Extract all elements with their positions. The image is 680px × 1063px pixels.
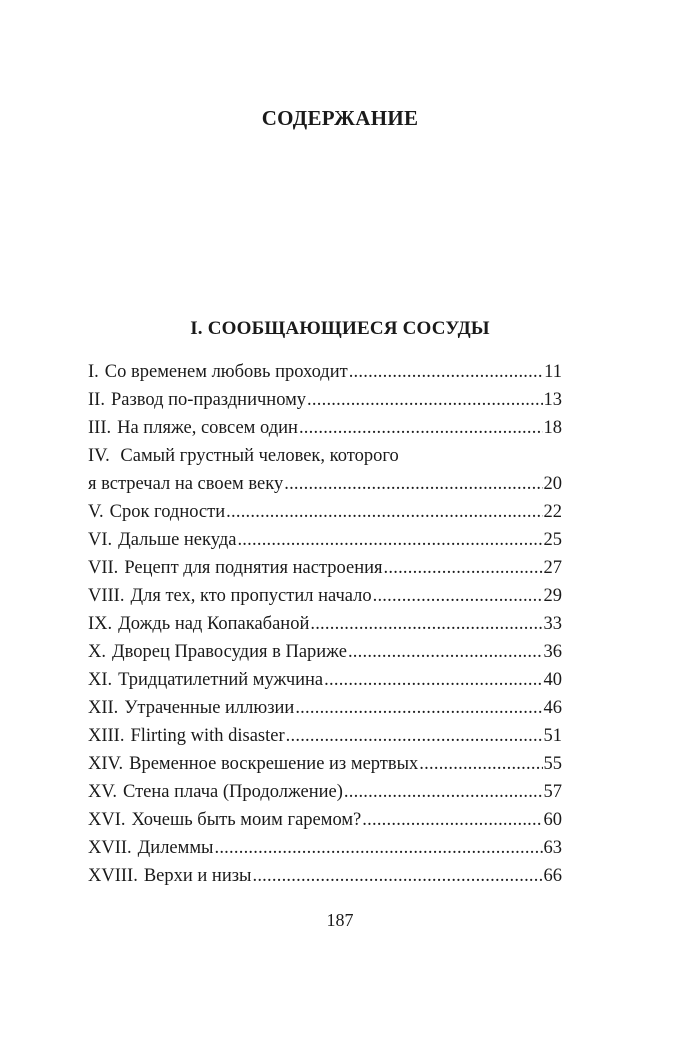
toc-leader-dots (252, 862, 542, 890)
toc-entry[interactable] (88, 694, 562, 722)
toc-chapter-number: XV. (88, 782, 117, 802)
toc-chapter-title: Дворец Правосудия в Париже (112, 642, 347, 662)
toc-chapter-number: XI. (88, 670, 113, 690)
toc-page-number: 36 (543, 642, 562, 662)
toc-leader-dots (344, 778, 543, 806)
toc-chapter-number: XIV. (88, 754, 124, 774)
section-name: СООБЩАЮЩИЕСЯ СОСУДЫ (207, 318, 490, 339)
toc-chapter-title: Стена плача (Продолжение) (122, 782, 343, 802)
toc-entry[interactable] (88, 414, 562, 442)
toc-entry[interactable] (88, 750, 562, 778)
toc-entry[interactable] (88, 862, 562, 890)
toc-chapter-title-line-2: я встречал на своем веку (88, 474, 284, 494)
section-title (0, 318, 680, 340)
toc-entry[interactable] (88, 834, 562, 862)
toc-page-number: 25 (543, 530, 562, 550)
toc-entry[interactable] (88, 806, 562, 834)
toc-leader-dots (324, 666, 542, 694)
toc-chapter-number: III. (88, 418, 112, 438)
toc-page-number: 29 (543, 586, 562, 606)
toc-page-number: 57 (543, 782, 562, 802)
toc-entry[interactable] (88, 526, 562, 554)
toc-leader-dots (284, 470, 542, 498)
toc-chapter-number: XII. (88, 698, 119, 718)
toc-chapter-number: II. (88, 390, 105, 410)
toc-chapter-number: V. (88, 502, 104, 522)
toc-chapter-number: IV. (88, 446, 110, 466)
toc-chapter-title-line-1: Самый грустный человек, которого (120, 446, 399, 466)
toc-page-number: 40 (543, 670, 562, 690)
toc-chapter-number: I. (88, 362, 99, 382)
toc-page-number: 27 (543, 558, 562, 578)
toc-page-number: 55 (543, 754, 562, 774)
toc-leader-dots (299, 414, 543, 442)
toc-page-number: 63 (543, 838, 562, 858)
toc-chapter-title: Рецепт для поднятия настроения (124, 558, 383, 578)
toc-entry[interactable] (88, 778, 562, 806)
toc-page-number: 20 (543, 474, 562, 494)
toc-page-number: 22 (543, 502, 562, 522)
toc-page-number: 18 (543, 418, 562, 438)
toc-leader-dots (226, 498, 542, 526)
toc-chapter-title: Дождь над Копакабаной (118, 614, 310, 634)
toc-chapter-number: VII. (88, 558, 119, 578)
toc-chapter-title: Хочешь быть моим гаремом? (131, 810, 362, 830)
toc-chapter-title: Дилеммы (137, 838, 214, 858)
toc-entry[interactable] (88, 358, 562, 386)
toc-page-number: 13 (543, 390, 562, 410)
toc-page-number: 46 (543, 698, 562, 718)
toc-page-number: 51 (543, 726, 562, 746)
toc-leader-dots (349, 358, 543, 386)
toc-entry[interactable] (88, 610, 562, 638)
toc-chapter-number: VIII. (88, 586, 125, 606)
toc-chapter-title: Верхи и низы (143, 866, 252, 886)
toc-leader-dots (286, 722, 543, 750)
toc-chapter-title: Срок годности (109, 502, 226, 522)
toc-leader-dots (419, 750, 542, 778)
section-number: I. (190, 318, 203, 339)
toc-page-number: 11 (544, 362, 562, 382)
toc-leader-dots (384, 554, 543, 582)
toc-leader-dots (237, 526, 542, 554)
toc-chapter-title: Утраченные иллюзии (124, 698, 295, 718)
toc-chapter-title: Тридцатилетний мужчина (118, 670, 324, 690)
toc-chapter-title: Развод по-праздничному (110, 390, 307, 410)
page-title: СОДЕРЖАНИЕ (261, 106, 419, 130)
toc-entry[interactable] (88, 722, 562, 750)
toc-chapter-number: XIII. (88, 726, 125, 746)
toc-entry[interactable] (88, 554, 562, 582)
toc-leader-dots (310, 610, 542, 638)
toc-chapter-number: XVII. (88, 838, 132, 858)
toc-entry[interactable] (88, 638, 562, 666)
toc-chapter-number: VI. (88, 530, 113, 550)
toc-leader-dots (307, 386, 542, 414)
toc-chapter-number: XVI. (88, 810, 126, 830)
toc-chapter-number: X. (88, 642, 106, 662)
page-number: 187 (326, 910, 354, 930)
toc-page-number: 60 (543, 810, 562, 830)
toc-page-number: 66 (543, 866, 562, 886)
toc-chapter-number: XVIII. (88, 866, 138, 886)
toc-chapter-title: Временное воскрешение из мертвых (129, 754, 419, 774)
toc-leader-dots (348, 638, 543, 666)
toc-leader-dots (362, 806, 542, 834)
toc-leader-dots (295, 694, 542, 722)
toc-entry[interactable] (88, 442, 562, 498)
toc-entry[interactable] (88, 666, 562, 694)
toc-chapter-title: На пляже, совсем один (117, 418, 298, 438)
toc-chapter-title: Со временем любовь проходит (104, 362, 348, 382)
toc-entry[interactable] (88, 498, 562, 526)
toc-page-number: 33 (543, 614, 562, 634)
toc-chapter-title: Дальше некуда (118, 530, 237, 550)
toc-chapter-title: Flirting with disaster (130, 726, 285, 746)
toc-chapter-number: IX. (88, 614, 113, 634)
toc-entry[interactable] (88, 386, 562, 414)
table-of-contents (88, 358, 562, 890)
toc-entry[interactable] (88, 582, 562, 610)
toc-chapter-title: Для тех, кто пропустил начало (130, 586, 372, 606)
toc-leader-dots (373, 582, 543, 610)
toc-leader-dots (214, 834, 542, 862)
